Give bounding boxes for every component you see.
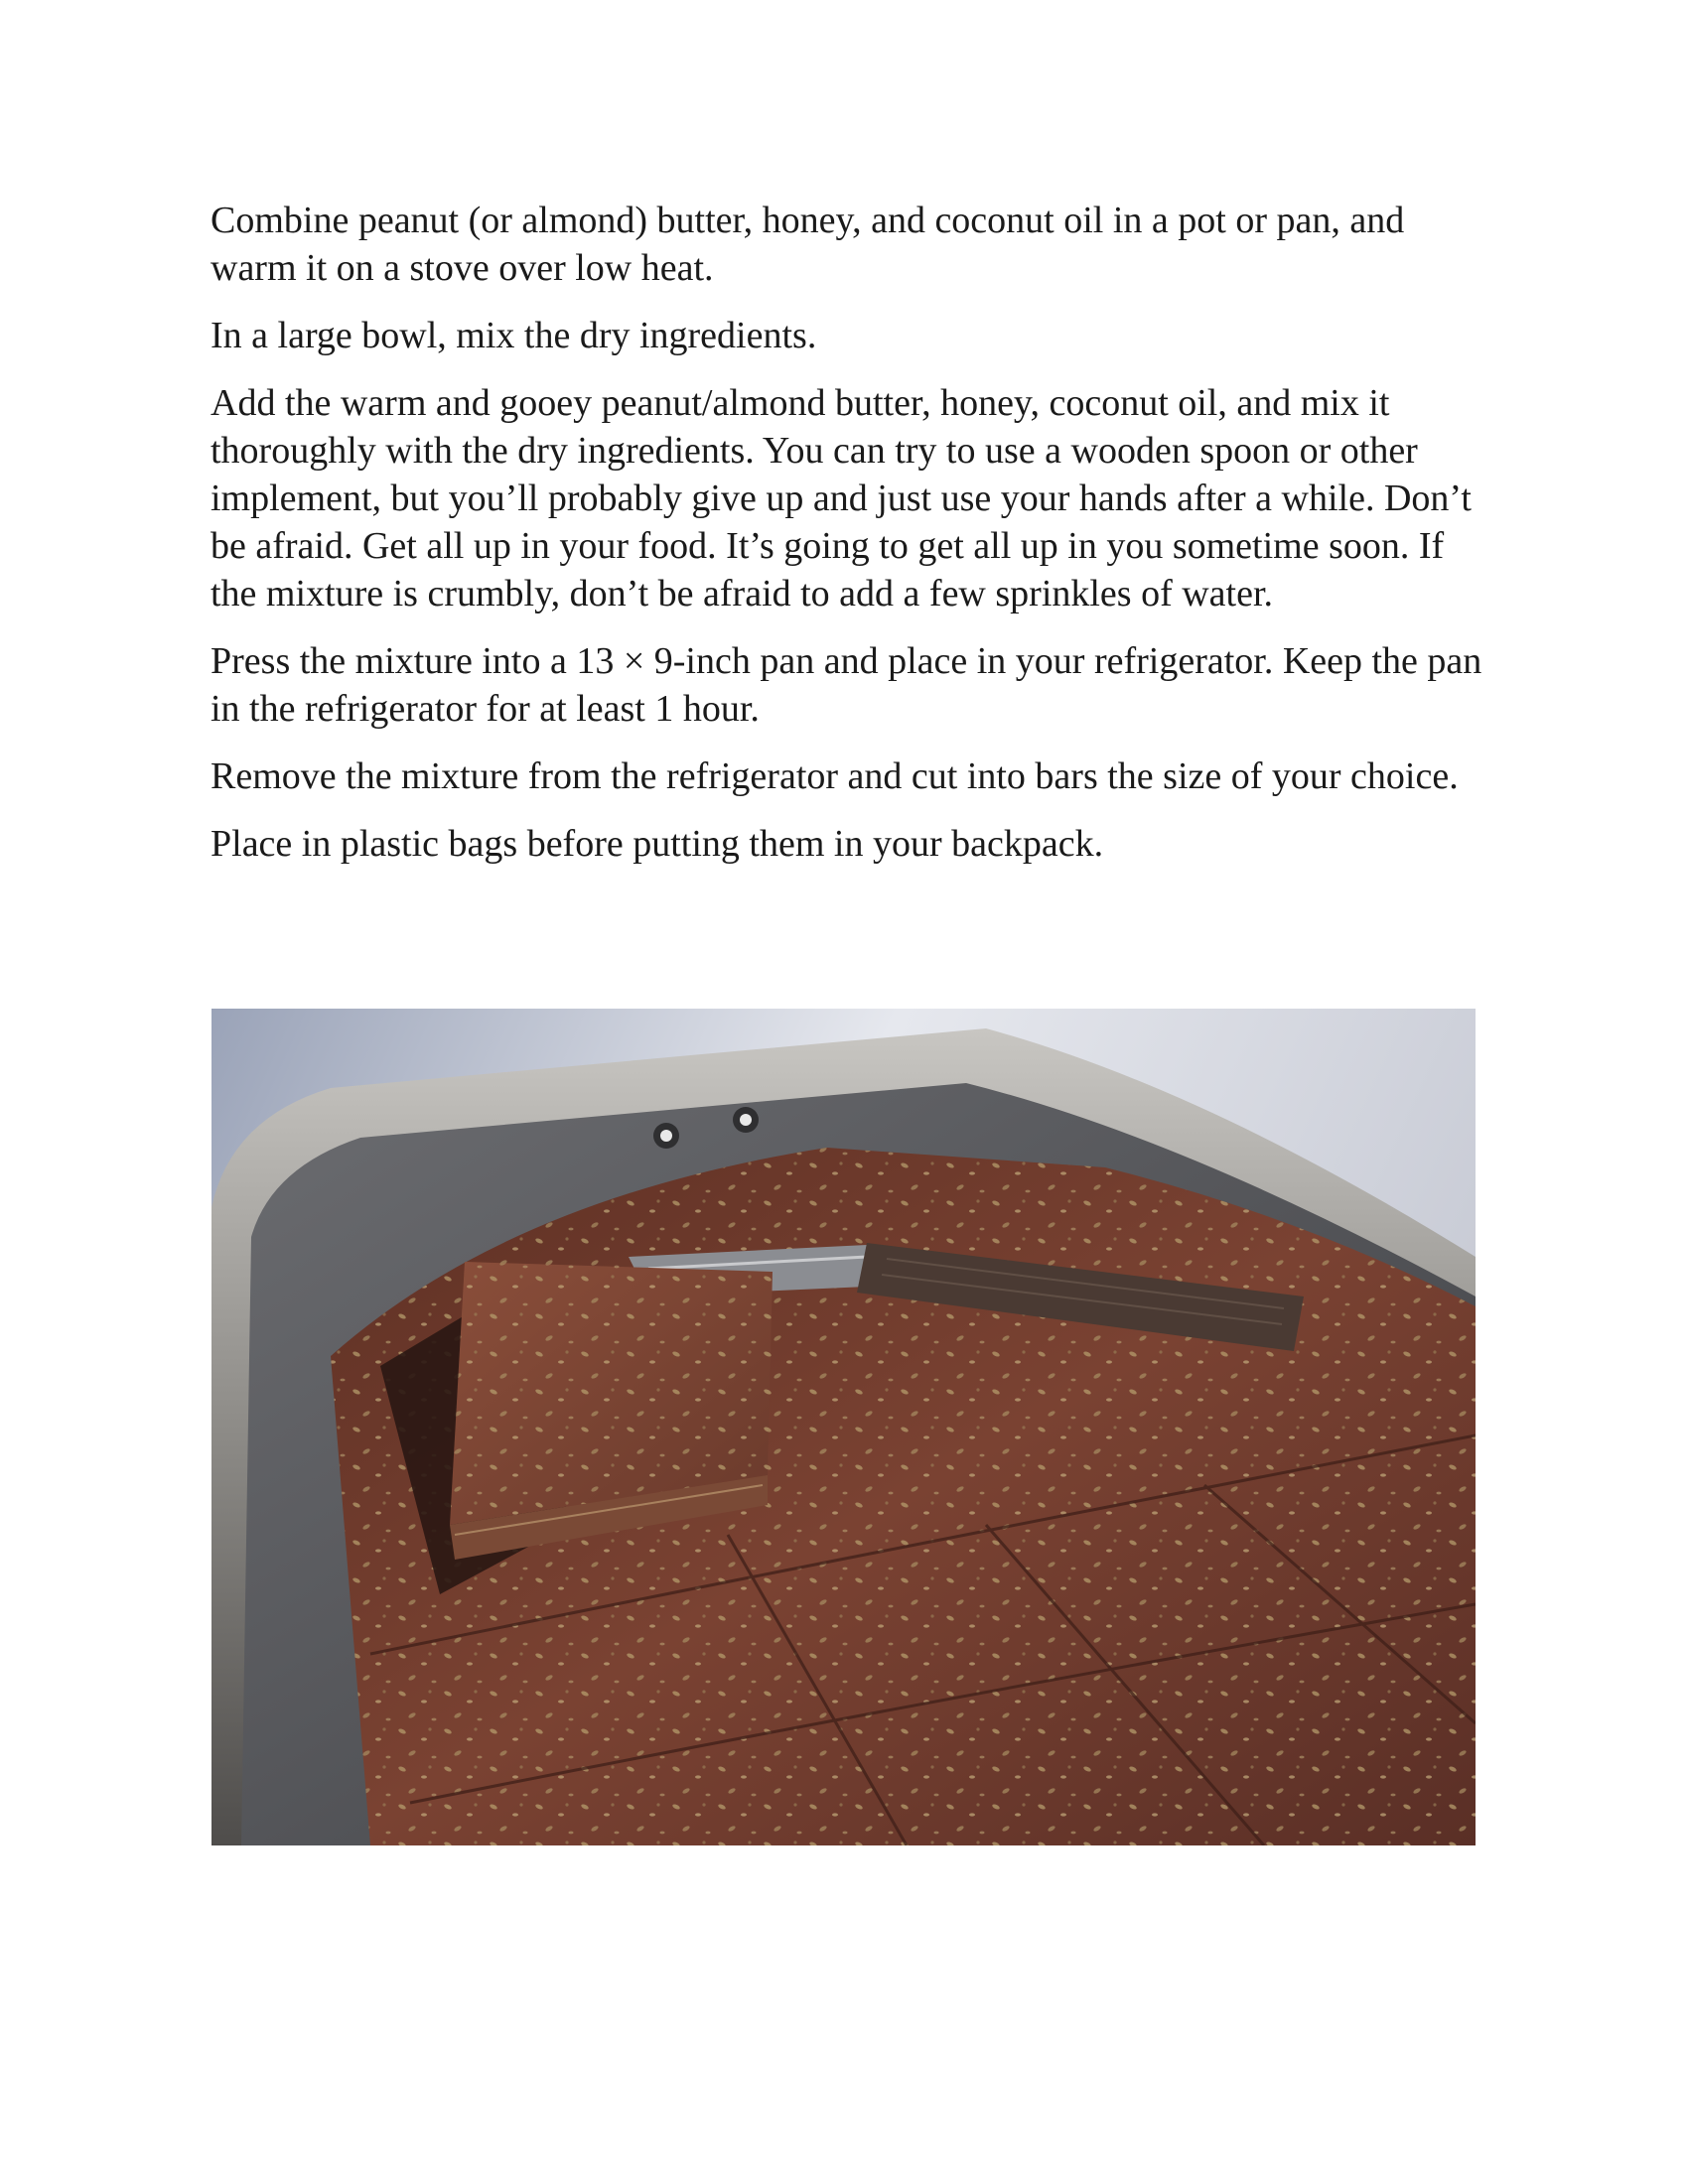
instruction-paragraph-6: Place in plastic bags before putting them in your backpack. <box>211 823 1104 865</box>
instruction-paragraph-4: Press the mixture into a 13 × 9-inch pan and place in your refrigerator. Keep the pan in the refrigerator for at least 1 hour. <box>211 640 1482 730</box>
granola-bars-photo <box>211 1009 1476 1845</box>
instruction-paragraph-5: Remove the mixture from the refrigerator and cut into bars the size of your choice. <box>211 755 1459 797</box>
instruction-paragraph-2: In a large bowl, mix the dry ingredients. <box>211 315 817 356</box>
recipe-instructions <box>211 197 1491 887</box>
instruction-paragraph-1: Combine peanut (or almond) butter, honey, and coconut oil in a pot or pan, and warm it on a stove over low heat. <box>211 200 1405 289</box>
instruction-paragraph-3: Add the warm and gooey peanut/almond butter, honey, coconut oil, and mix it thoroughly with the dry ingredients. You can try to use a wooden spoon or other implement, but you’ll probably give up and just use your hands after a while. Don’t be afraid. Get all up in your food. It’s going to get all up in you sometime soon. If the mixture is crumbly, don’t be afraid to add a few sprinkles of water. <box>211 382 1472 614</box>
